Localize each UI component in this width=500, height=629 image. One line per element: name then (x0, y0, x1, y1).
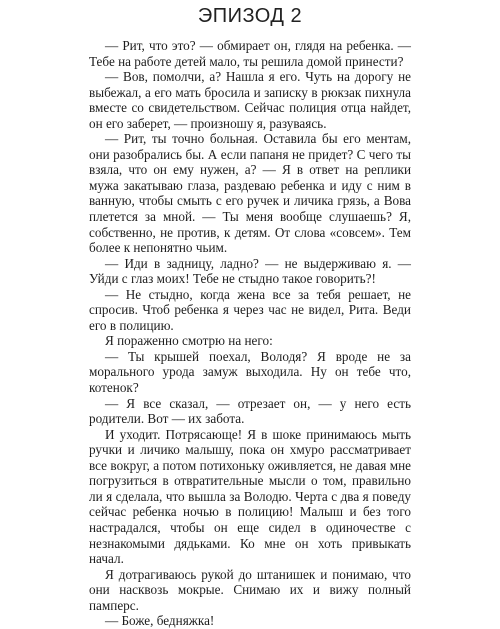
paragraph: — Я все сказал, — отрезает он, — у него есть родители. Вот — их забота. (89, 395, 411, 427)
paragraph: — Не стыдно, когда жена все за тебя решает, не спросив. Чтоб ребенка я через час не видел, Рита. Веди его в полицию. (89, 286, 411, 333)
paragraph: — Ты крышей поехал, Володя? Я вроде не за морального урода замуж выходила. Ну он тебе что, котенок? (89, 348, 411, 396)
paragraph: И уходит. Потрясающе! Я в шоке принимаюсь мыть ручки и личико малышу, пока он хмуро рассматривает все вокруг, а потом потихоньку оживляется, не давая мне погрузиться в отвратительные мысли о том, правильно ли я сделала, что вышла за Володю. Черта с два я поведу сейчас ребенка ночью в полицию! Малыш и без того настрадался, чтобы он еще сидел в одиночестве с незнакомыми дядьками. Ко мне он хоть привыкать начал. (89, 426, 411, 567)
paragraph: — Рит, ты точно больная. Оставила бы его ментам, они разобрались бы. А если папаня не придет? С чего ты взяла, что он ему нужен, а? — Я в ответ на реплики мужа закатываю глаза, раздеваю ребенка и иду с ним в ванную, чтобы смыть с его ручек и личика грязь, а Вова плетется за мной. — Ты меня вообще слушаешь? Я, собственно, не против, к детям. От слова «совсем». Тем более к непонятно чьим. (89, 131, 411, 256)
paragraph: — Боже, бедняжка! (105, 613, 215, 629)
chapter-body (89, 38, 411, 629)
paragraph: — Вов, помолчи, а? Нашла я его. Чуть на дорогу не выбежал, а его мать бросила и записку в рюкзак пихнула вместе со свидетельством. Сейчас полиция отца найдет, он его заберет, — произношу я, разуваясь. (89, 69, 411, 131)
paragraph: — Рит, что это? — обмирает он, глядя на ребенка. — Тебе на работе детей мало, ты решила домой принести? (89, 38, 411, 69)
paragraph: — Иди в задницу, ладно? — не выдерживаю я. — Уйди с глаз моих! Тебе не стыдно такое говорить?! (89, 255, 411, 287)
paragraph: Я пораженно смотрю на него: (105, 333, 273, 349)
chapter-title: ЭПИЗОД 2 (197, 5, 303, 27)
paragraph: Я дотрагиваюсь рукой до штанишек и понимаю, что они насквозь мокрые. Снимаю их и вижу полный памперс. (89, 566, 411, 613)
